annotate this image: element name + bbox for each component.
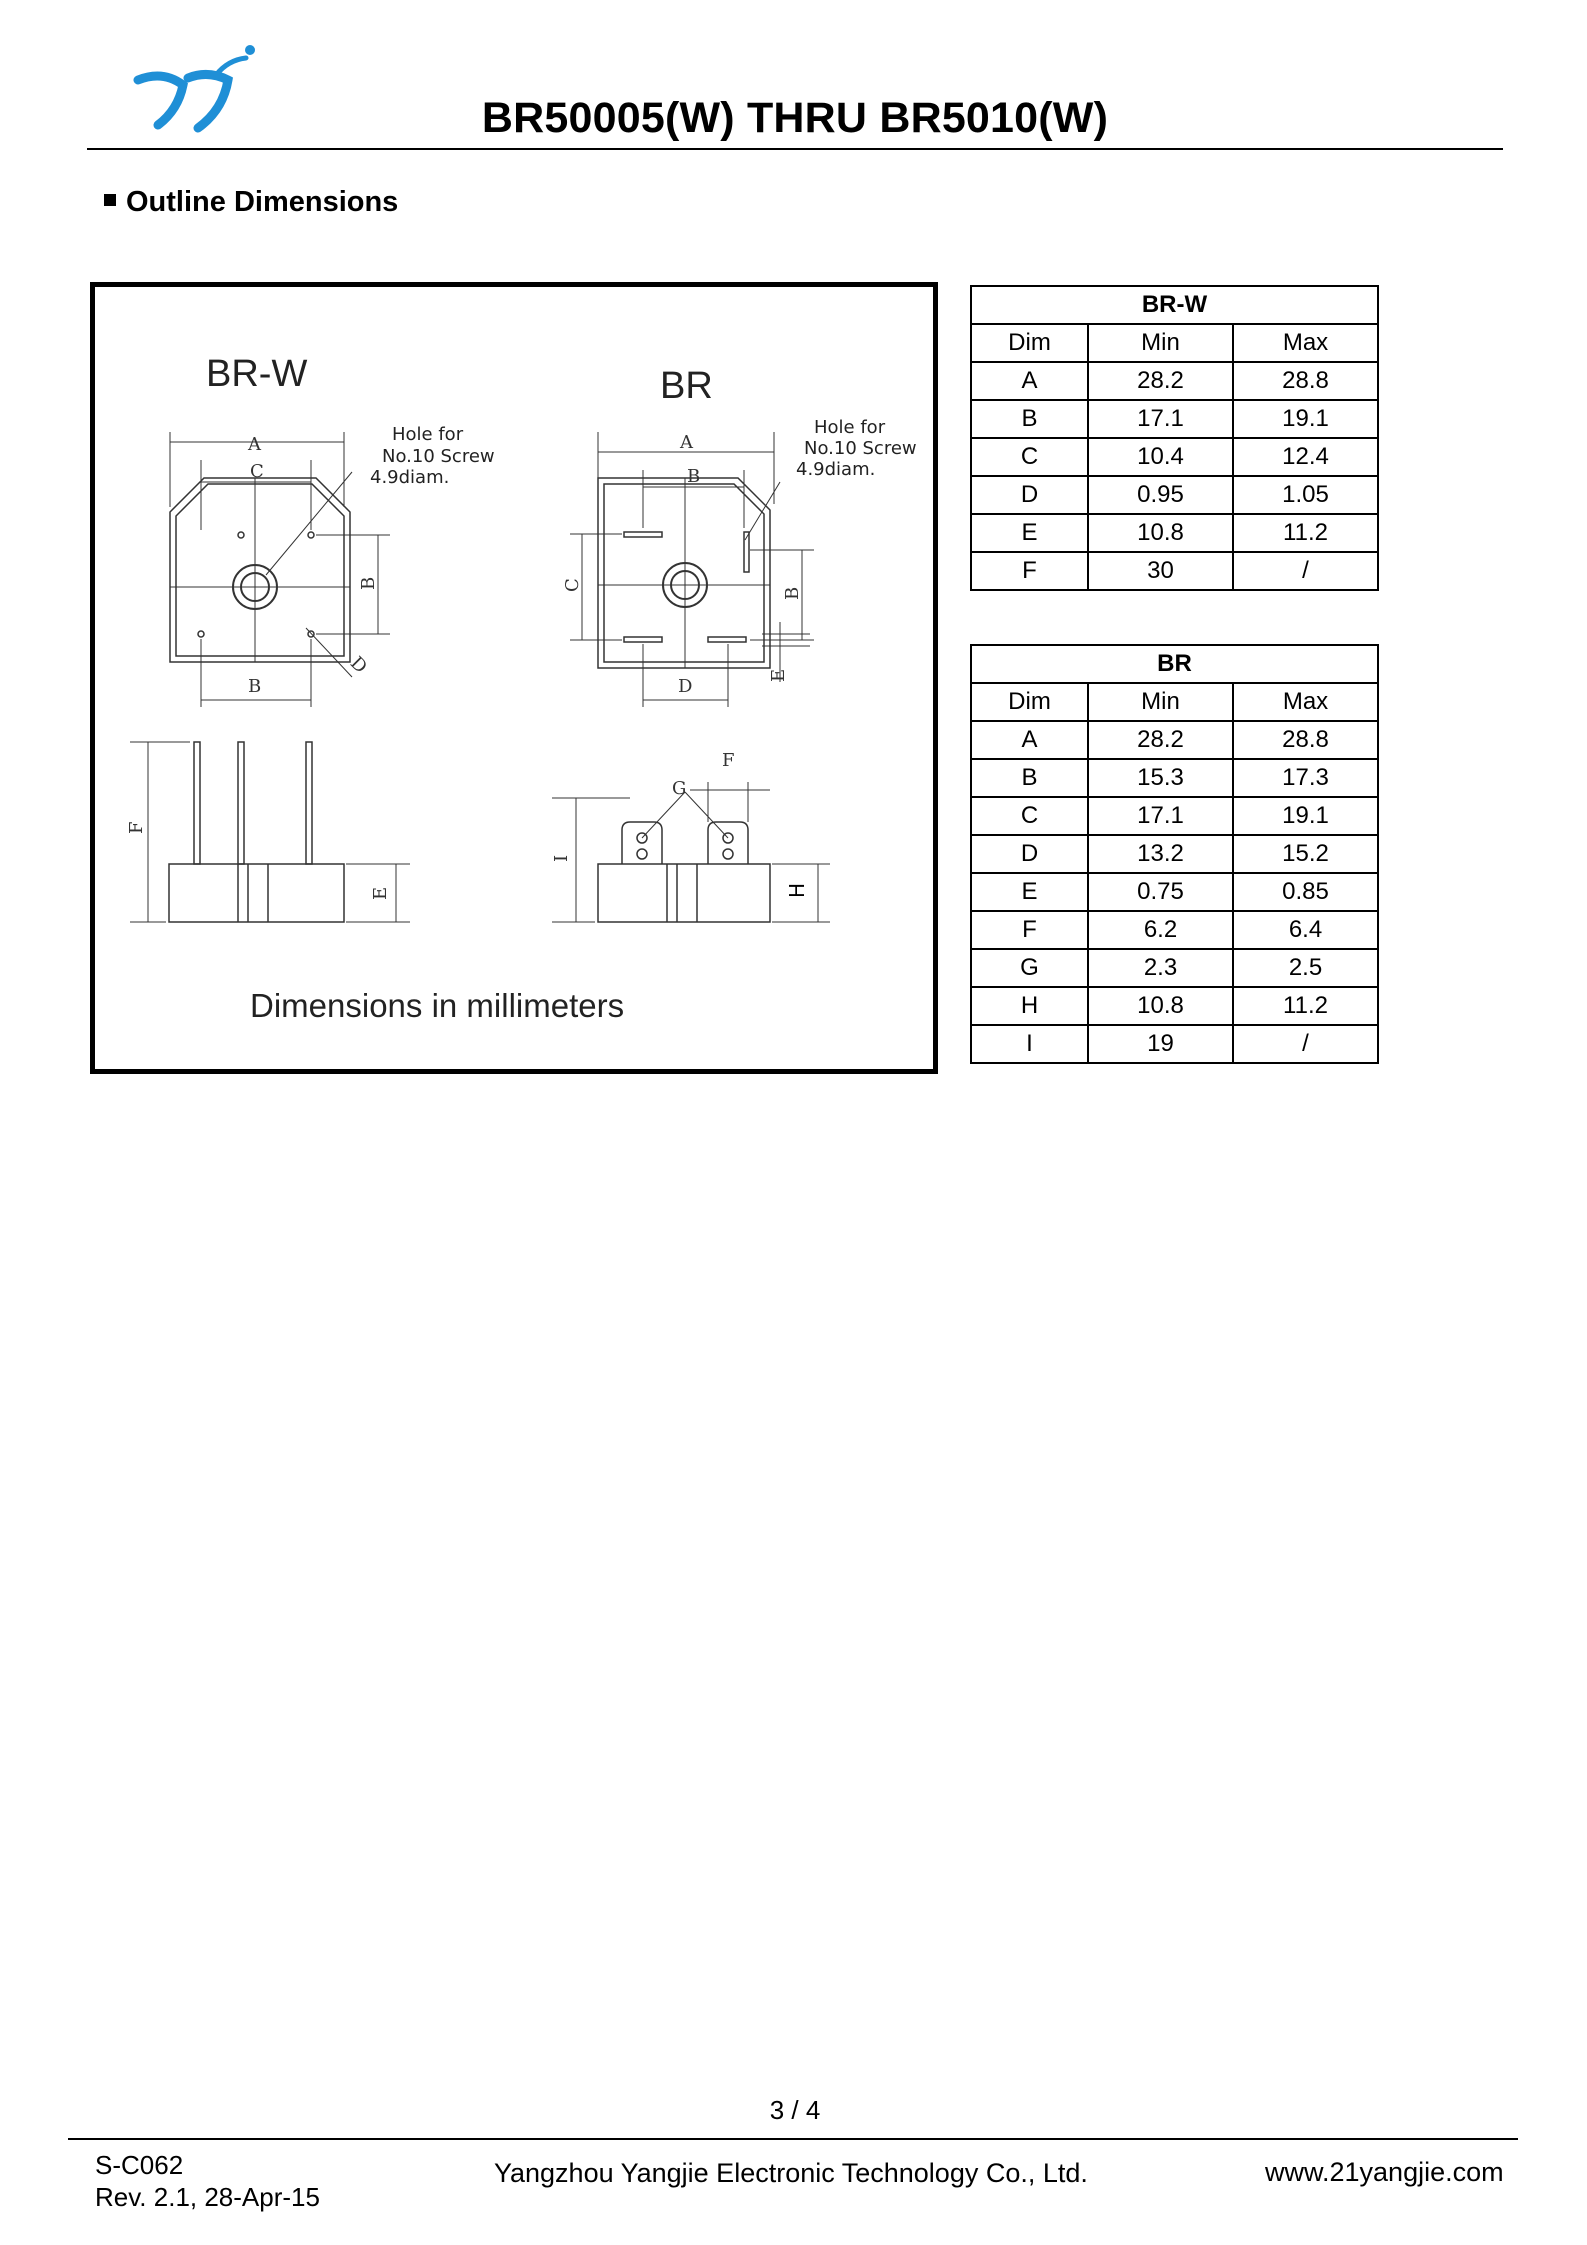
min-cell: 2.3	[1088, 949, 1233, 987]
table-br-title: BR	[971, 645, 1378, 683]
dim-cell: I	[971, 1025, 1088, 1063]
dim-cell: F	[971, 552, 1088, 590]
brw-label-b-bottom: B	[248, 676, 262, 697]
bullet-square-icon	[104, 194, 116, 206]
table-brw	[970, 285, 1379, 591]
table-row	[971, 476, 1378, 514]
table-row	[971, 514, 1378, 552]
dim-cell: F	[971, 911, 1088, 949]
table-row	[971, 949, 1378, 987]
column-header: Min	[1088, 683, 1233, 721]
min-cell: 10.8	[1088, 514, 1233, 552]
brw-label-b-side: B	[358, 576, 379, 590]
br-side-view	[552, 782, 830, 922]
dim-cell: A	[971, 362, 1088, 400]
header-divider	[87, 148, 1503, 150]
table-row	[971, 552, 1378, 590]
min-cell: 30	[1088, 552, 1233, 590]
br-label-h: H	[785, 882, 809, 898]
table-row	[971, 835, 1378, 873]
section-heading-text: Outline Dimensions	[126, 186, 399, 218]
min-cell: 0.75	[1088, 873, 1233, 911]
max-cell: 19.1	[1233, 797, 1378, 835]
max-cell: 17.3	[1233, 759, 1378, 797]
min-cell: 13.2	[1088, 835, 1233, 873]
min-cell: 10.8	[1088, 987, 1233, 1025]
min-cell: 6.2	[1088, 911, 1233, 949]
table-row	[971, 797, 1378, 835]
page-number: 3 / 4	[769, 2095, 821, 2125]
min-cell: 0.95	[1088, 476, 1233, 514]
company-logo	[128, 40, 268, 140]
br-label-b-top: B	[687, 466, 701, 487]
table-row	[971, 911, 1378, 949]
table-header-row	[971, 324, 1378, 362]
br-drawing-title: BR	[660, 365, 713, 407]
document-title: BR50005(W) THRU BR5010(W)	[481, 94, 1109, 142]
brw-side-view	[130, 742, 410, 922]
document-code: S-C062	[95, 2150, 184, 2180]
max-cell: 11.2	[1233, 514, 1378, 552]
dim-cell: C	[971, 797, 1088, 835]
brw-label-f: F	[126, 821, 147, 834]
column-header: Max	[1233, 324, 1378, 362]
column-header: Max	[1233, 683, 1378, 721]
table-row	[971, 987, 1378, 1025]
max-cell: 1.05	[1233, 476, 1378, 514]
max-cell: 15.2	[1233, 835, 1378, 873]
max-cell: 11.2	[1233, 987, 1378, 1025]
table-row	[971, 438, 1378, 476]
brw-drawing-title: BR-W	[206, 353, 308, 395]
brw-label-d: D	[345, 652, 372, 678]
table-row	[971, 873, 1378, 911]
column-header: Dim	[971, 324, 1088, 362]
min-cell: 28.2	[1088, 362, 1233, 400]
table-row	[971, 362, 1378, 400]
max-cell: 19.1	[1233, 400, 1378, 438]
br-hole-note-line2: No.10 Screw	[804, 438, 917, 459]
table-header-row	[971, 683, 1378, 721]
br-label-c: C	[562, 578, 583, 592]
column-header: Dim	[971, 683, 1088, 721]
table-brw-title: BR-W	[971, 286, 1378, 324]
br-label-i: I	[551, 854, 572, 862]
table-br	[970, 644, 1379, 1064]
max-cell: /	[1233, 552, 1378, 590]
dim-cell: C	[971, 438, 1088, 476]
dim-cell: G	[971, 949, 1088, 987]
brw-hole-note-line2: No.10 Screw	[382, 446, 495, 467]
dim-cell: H	[971, 987, 1088, 1025]
br-label-f: F	[722, 750, 735, 771]
max-cell: 2.5	[1233, 949, 1378, 987]
dim-cell: D	[971, 835, 1088, 873]
dim-cell: B	[971, 400, 1088, 438]
outline-drawing	[90, 282, 938, 1074]
dim-cell: B	[971, 759, 1088, 797]
max-cell: 0.85	[1233, 873, 1378, 911]
br-hole-note-line1: Hole for	[814, 417, 886, 438]
brw-label-e-side: E	[370, 886, 391, 900]
min-cell: 17.1	[1088, 797, 1233, 835]
table-row	[971, 1025, 1378, 1063]
br-label-g: G	[672, 778, 687, 799]
br-label-e: E	[768, 668, 789, 682]
brw-label-a: A	[248, 434, 261, 455]
dim-cell: A	[971, 721, 1088, 759]
min-cell: 28.2	[1088, 721, 1233, 759]
brw-hole-note-line3: 4.9diam.	[370, 467, 450, 488]
footer-divider	[68, 2138, 1518, 2140]
min-cell: 15.3	[1088, 759, 1233, 797]
max-cell: /	[1233, 1025, 1378, 1063]
max-cell: 12.4	[1233, 438, 1378, 476]
dim-cell: E	[971, 873, 1088, 911]
dim-cell: E	[971, 514, 1088, 552]
min-cell: 17.1	[1088, 400, 1233, 438]
br-hole-note-line3: 4.9diam.	[796, 459, 876, 480]
drawing-caption: Dimensions in millimeters	[250, 987, 625, 1024]
min-cell: 10.4	[1088, 438, 1233, 476]
website-url: www.21yangjie.com	[1265, 2157, 1504, 2187]
section-heading	[104, 186, 398, 219]
table-row	[971, 400, 1378, 438]
min-cell: 19	[1088, 1025, 1233, 1063]
br-label-d: D	[678, 676, 693, 697]
br-label-a: A	[680, 432, 693, 453]
brw-hole-note-line1: Hole for	[392, 424, 464, 445]
br-label-b-side: B	[782, 586, 803, 600]
max-cell: 6.4	[1233, 911, 1378, 949]
table-row	[971, 759, 1378, 797]
company-name: Yangzhou Yangjie Electronic Technology Co., Ltd.	[494, 2158, 1088, 2188]
brw-label-c: C	[250, 461, 264, 482]
max-cell: 28.8	[1233, 721, 1378, 759]
max-cell: 28.8	[1233, 362, 1378, 400]
dim-cell: D	[971, 476, 1088, 514]
revision-info: Rev. 2.1, 28-Apr-15	[95, 2182, 320, 2212]
table-row	[971, 721, 1378, 759]
column-header: Min	[1088, 324, 1233, 362]
